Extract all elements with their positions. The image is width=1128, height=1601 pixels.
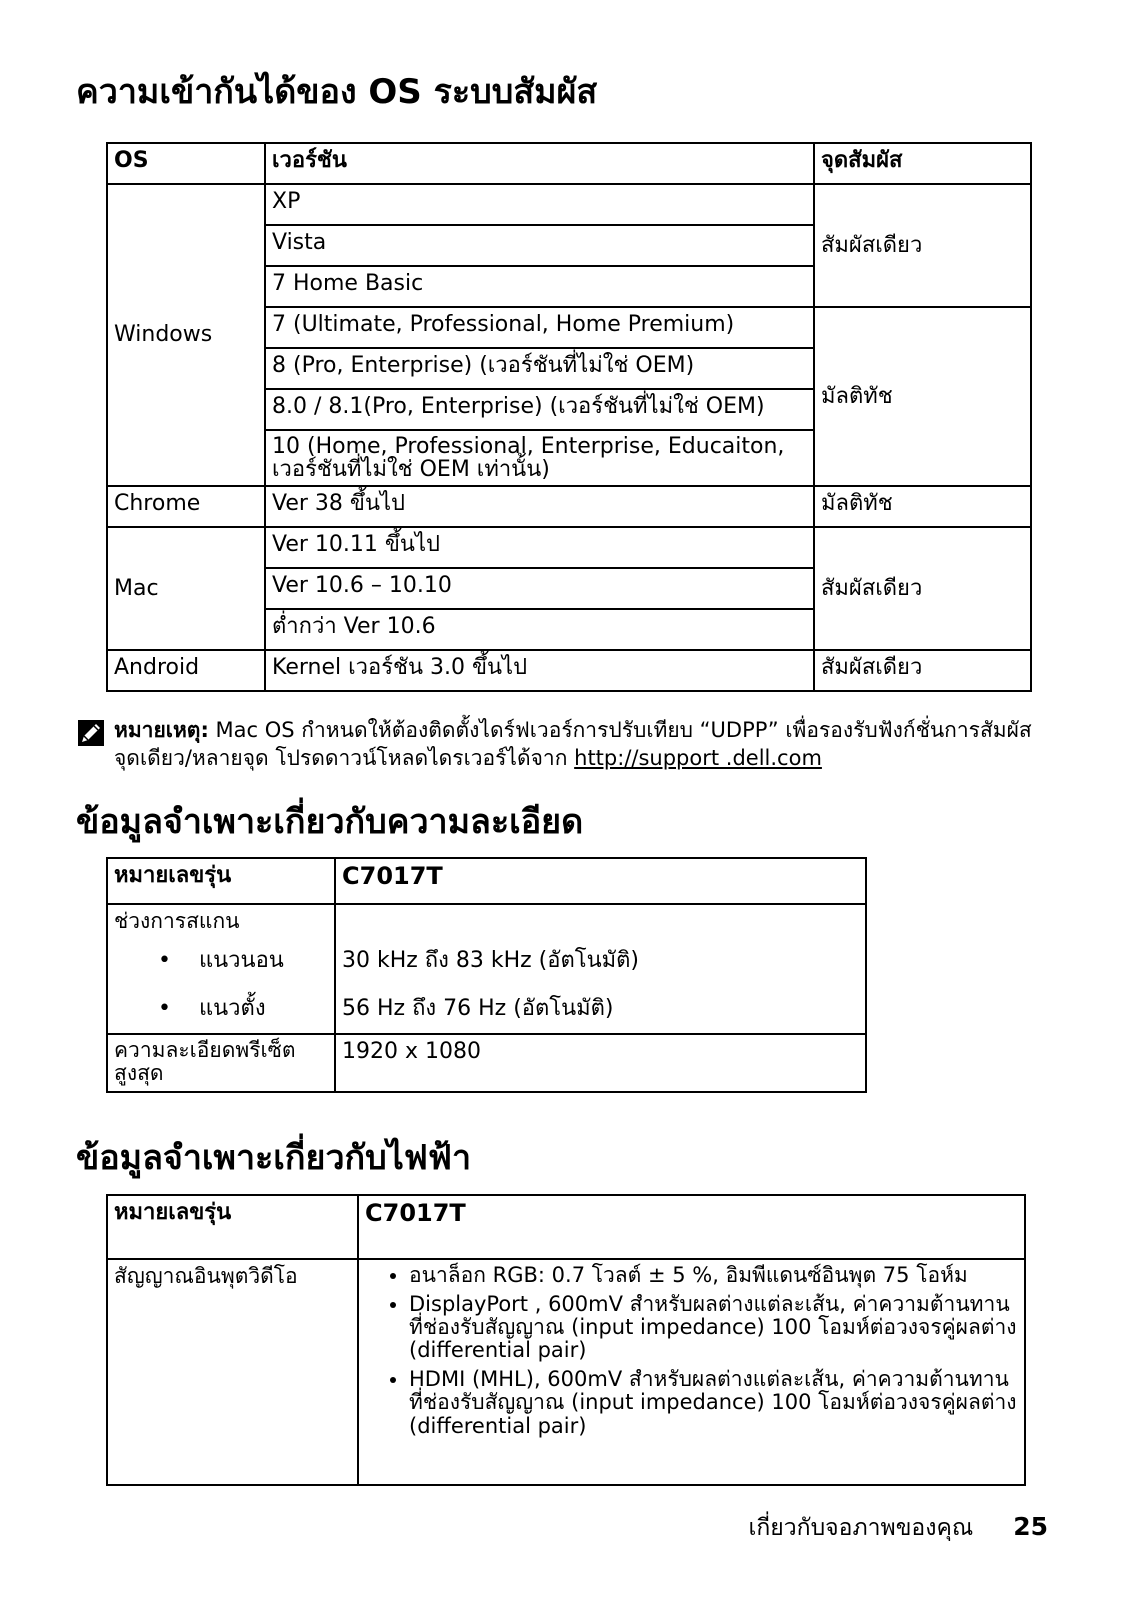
version-cell: Ver 10.6 – 10.10 <box>265 568 814 609</box>
scan-range-label: ช่วงการสแกน <box>107 904 335 938</box>
touch-cell: มัลติทัช <box>814 486 1031 527</box>
version-cell: Ver 10.11 ขึ้นไป <box>265 527 814 568</box>
version-cell: Ver 38 ขึ้นไป <box>265 486 814 527</box>
support-link[interactable]: http://support .dell.com <box>574 746 822 771</box>
list-item: • HDMI (MHL), 600mV สำหรับผลต่างแต่ละเส้น, ค่าความต้านทานที่ช่องรับสัญญาณ (input impedance) 100 โอมห์ต่อวงจรคู่ผลต่าง (differential pair) <box>409 1368 1018 1437</box>
touch-os-table <box>106 142 1032 692</box>
electrical-table <box>106 1194 1026 1486</box>
max-resolution-value: 1920 x 1080 <box>335 1034 866 1092</box>
note-text: Mac OS กำหนดให้ต้องติดตั้งไดร์ฟเวอร์การปรับเทียบ “UDPP” เพื่อรองรับฟังก์ชั่นการสัมผัสจุดเดียว/หลายจุด โปรดดาวน์โหลดไดรเวอร์ได้จาก <box>114 718 1032 771</box>
list-item: • อนาล็อก RGB: 0.7 โวลต์ ± 5 %, อิมพีแดนซ์อินพุต 75 โอห์ม <box>409 1264 1018 1287</box>
col-header-version: เวอร์ชัน <box>265 143 814 184</box>
video-input-specs <box>358 1259 1025 1485</box>
version-cell: Kernel เวอร์ชัน 3.0 ขึ้นไป <box>265 650 814 691</box>
os-windows: Windows <box>107 184 265 486</box>
scan-range-empty <box>335 904 866 938</box>
touch-cell: สัมผัสเดียว <box>814 184 1031 307</box>
col-header-touch: จุดสัมผัส <box>814 143 1031 184</box>
max-resolution-label: ความละเอียดพรีเซ็ตสูงสุด <box>107 1034 335 1092</box>
col-header-os: OS <box>107 143 265 184</box>
list-item: • DisplayPort , 600mV สำหรับผลต่างแต่ละเส้น, ค่าความต้านทานที่ช่องรับสัญญาณ (input impedance) 100 โอมห์ต่อวงจรคู่ผลต่าง (differential pair) <box>409 1293 1018 1362</box>
electrical-heading: ข้อมูลจำเพาะเกี่ยวกับไฟฟ้า <box>76 1138 472 1178</box>
model-value: C7017T <box>335 858 866 904</box>
version-cell: 8.0 / 8.1(Pro, Enterprise) (เวอร์ชันที่ไม่ใช่ OEM) <box>265 389 814 430</box>
version-cell: 10 (Home, Professional, Enterprise, Educaiton, เวอร์ชันที่ไม่ใช่ OEM เท่านั้น) <box>265 430 814 486</box>
version-cell: Vista <box>265 225 814 266</box>
page-footer <box>748 1510 1048 1546</box>
model-label: หมายเลขรุ่น <box>107 858 335 904</box>
video-input-label: สัญญาณอินพุตวิดีโอ <box>107 1259 358 1485</box>
os-mac: Mac <box>107 527 265 650</box>
model-value: C7017T <box>358 1195 1025 1259</box>
page-number: 25 <box>1013 1512 1048 1541</box>
os-chrome: Chrome <box>107 486 265 527</box>
note-block <box>78 716 1048 773</box>
vertical-value: 56 Hz ถึง 76 Hz (อัตโนมัติ) <box>335 984 866 1034</box>
vertical-label: • แนวตั้ง <box>107 984 335 1034</box>
resolution-table <box>106 857 867 1093</box>
version-cell: XP <box>265 184 814 225</box>
model-label: หมายเลขรุ่น <box>107 1195 358 1259</box>
touch-cell: สัมผัสเดียว <box>814 650 1031 691</box>
touch-cell: มัลติทัช <box>814 307 1031 486</box>
version-cell: 7 (Ultimate, Professional, Home Premium) <box>265 307 814 348</box>
resolution-heading: ข้อมูลจำเพาะเกี่ยวกับความละเอียด <box>76 802 584 842</box>
touch-cell: สัมผัสเดียว <box>814 527 1031 650</box>
version-cell: 8 (Pro, Enterprise) (เวอร์ชันที่ไม่ใช่ OEM) <box>265 348 814 389</box>
note-pencil-icon <box>78 720 104 746</box>
note-label: หมายเหตุ: <box>114 718 209 742</box>
horizontal-value: 30 kHz ถึง 83 kHz (อัตโนมัติ) <box>335 938 866 984</box>
os-android: Android <box>107 650 265 691</box>
version-cell: 7 Home Basic <box>265 266 814 307</box>
footer-text: เกี่ยวกับจอภาพของคุณ <box>748 1515 974 1541</box>
horizontal-label: • แนวนอน <box>107 938 335 984</box>
touch-os-heading: ความเข้ากันได้ของ OS ระบบสัมผัส <box>76 72 598 112</box>
version-cell: ต่ำกว่า Ver 10.6 <box>265 609 814 650</box>
